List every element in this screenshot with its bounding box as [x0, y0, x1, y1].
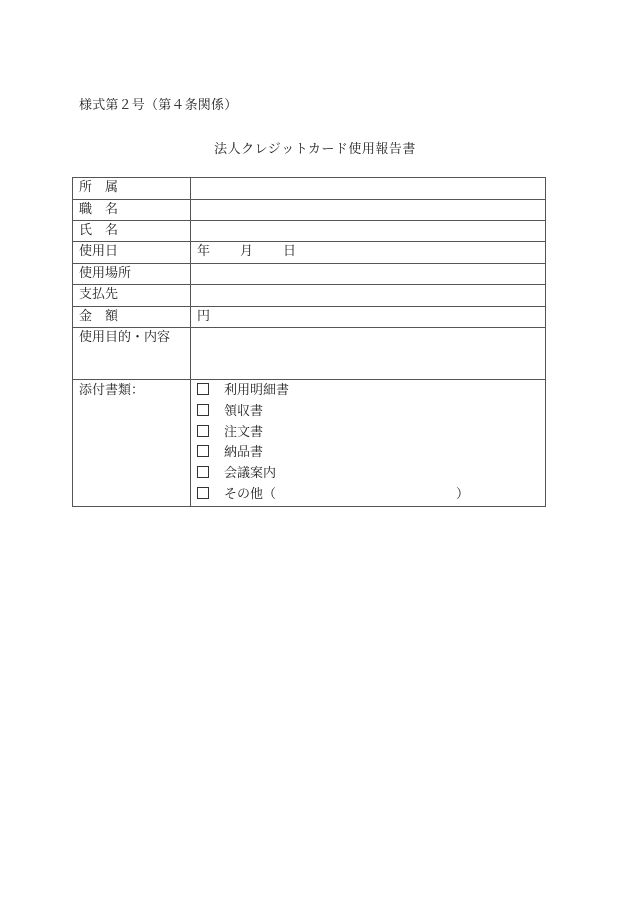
table-row-position — [73, 200, 546, 221]
table-row-usage-date — [73, 242, 546, 264]
checkbox-icon[interactable] — [197, 445, 209, 457]
table-row-payee — [73, 285, 546, 307]
form-number: 様式第２号（第４条関係） — [79, 98, 238, 113]
table-row-usage-place — [73, 264, 546, 285]
checkbox-icon[interactable] — [197, 404, 209, 416]
label-attachments: 添付書類： — [73, 380, 191, 507]
field-affiliation[interactable] — [191, 178, 546, 200]
table-row-affiliation — [73, 178, 546, 200]
field-usage-date[interactable] — [191, 242, 546, 264]
table-row-attachments — [73, 380, 546, 507]
attachment-item-receipt[interactable]: 領収書 — [197, 402, 539, 423]
year-label: 年 — [197, 244, 211, 259]
table-row-amount — [73, 307, 546, 328]
field-usage-place[interactable] — [191, 264, 546, 285]
label-name: 氏 名 — [73, 221, 191, 242]
field-name[interactable] — [191, 221, 546, 242]
label-usage-date: 使用日 — [73, 242, 191, 264]
label-purpose: 使用目的・内容 — [73, 328, 191, 380]
document-title: 法人クレジットカード使用報告書 — [214, 142, 416, 157]
field-amount[interactable]: 円 — [191, 307, 546, 328]
label-usage-place: 使用場所 — [73, 264, 191, 285]
attachment-item-statement[interactable]: 利用明細書 — [197, 381, 539, 402]
field-position[interactable] — [191, 200, 546, 221]
field-purpose[interactable] — [191, 328, 546, 380]
field-payee[interactable] — [191, 285, 546, 307]
table-row-purpose — [73, 328, 546, 380]
label-amount: 金 額 — [73, 307, 191, 328]
table-row-name — [73, 221, 546, 242]
attachment-item-order[interactable]: 注文書 — [197, 423, 539, 444]
attachments-list — [197, 381, 539, 506]
month-label: 月 — [240, 244, 254, 259]
day-label: 日 — [283, 244, 297, 259]
attachment-item-other[interactable]: その他（ ） — [197, 485, 539, 506]
report-table — [72, 177, 546, 507]
label-position: 職 名 — [73, 200, 191, 221]
attachments-cell — [191, 380, 546, 507]
checkbox-icon[interactable] — [197, 466, 209, 478]
label-affiliation: 所 属 — [73, 178, 191, 200]
attachment-item-meeting[interactable]: 会議案内 — [197, 464, 539, 485]
checkbox-icon[interactable] — [197, 487, 209, 499]
checkbox-icon[interactable] — [197, 383, 209, 395]
label-payee: 支払先 — [73, 285, 191, 307]
checkbox-icon[interactable] — [197, 425, 209, 437]
attachment-item-delivery[interactable]: 納品書 — [197, 443, 539, 464]
